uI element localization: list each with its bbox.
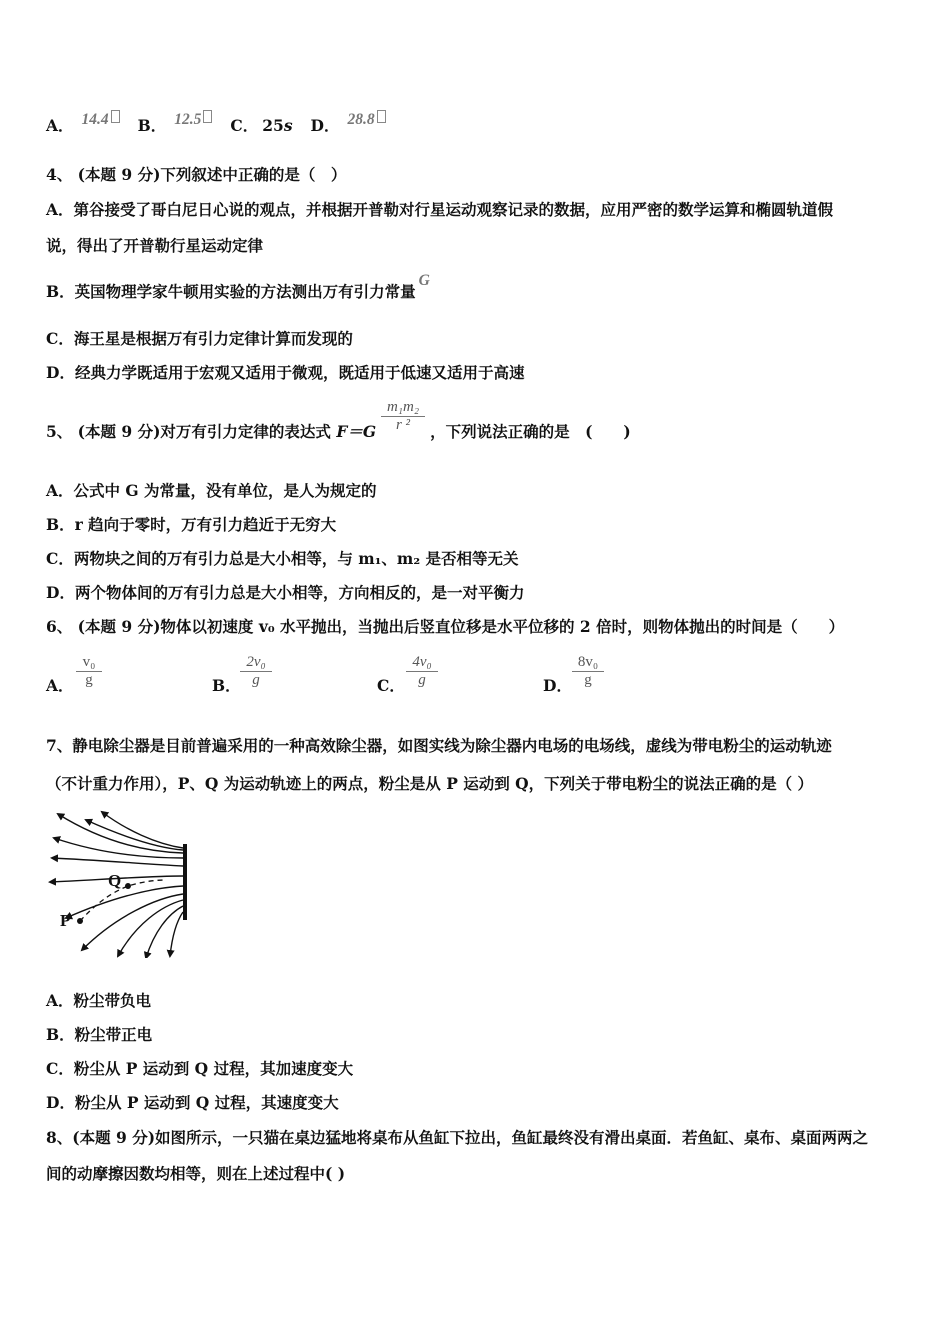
q7-option-d: D．粉尘从 P 运动到 Q 过程，其速度变大 xyxy=(46,1093,339,1112)
q6-option-b-denominator: g xyxy=(252,672,260,688)
q6-option-d-fraction xyxy=(572,654,604,689)
q6-option-b-fraction xyxy=(240,654,272,689)
placeholder-box-icon xyxy=(203,110,212,123)
point-q xyxy=(125,883,131,889)
q4-option-b xyxy=(46,272,430,303)
q5-fraction xyxy=(381,399,425,434)
point-p xyxy=(77,918,83,924)
q8-stem-line2: 间的动摩擦因数均相等，则在上述过程中( ) xyxy=(46,1164,346,1183)
q6-option-a-fraction xyxy=(76,654,102,689)
q6-option-c-label: C． xyxy=(377,676,405,695)
q7-option-c: C．粉尘从 P 运动到 Q 过程，其加速度变大 xyxy=(46,1059,354,1078)
q6-option-c-fraction xyxy=(406,654,438,689)
q4-option-c: C．海王星是根据万有引力定律计算而发现的 xyxy=(46,329,353,348)
q7-stem-line2: （不计重力作用），P、Q 为运动轨迹上的两点，粉尘是从 P 运动到 Q，下列关于带电粉尘的说法正确的是（ ） xyxy=(46,774,814,793)
q6-option-c-denominator: g xyxy=(418,672,426,688)
q5-stem-suffix: ，下列说法正确的是 ( ) xyxy=(430,422,631,441)
label-p: P xyxy=(60,911,71,930)
q5-fraction-numerator: m₁m₂ xyxy=(386,399,420,415)
q7-option-b: B．粉尘带正电 xyxy=(46,1025,153,1044)
q5-fraction-denominator: r ² xyxy=(395,417,411,433)
q3-option-d-value: 28.8 xyxy=(347,111,375,128)
q4-option-d: D．经典力学既适用于宏观又适用于微观，既适用于低速又适用于高速 xyxy=(46,363,525,382)
q5-option-c: C．两物块之间的万有引力总是大小相等，与 m₁、m₂ 是否相等无关 xyxy=(46,549,519,568)
electrode-plate xyxy=(183,844,187,920)
label-q: Q xyxy=(108,871,122,890)
q3-option-b-label: B． xyxy=(137,116,167,135)
q3-option-b-value: 12.5 xyxy=(174,111,202,128)
q6-option-a-label: A． xyxy=(46,676,74,695)
q3-options xyxy=(46,111,386,137)
q8-stem-line1: 8、(本题 9 分)如图所示，一只猫在桌边猛地将桌布从鱼缸下拉出，鱼缸最终没有滑出桌面．若鱼缸、桌布、桌面两两之 xyxy=(46,1128,869,1147)
q4-stem: 4、 (本题 9 分)下列叙述中正确的是（ ） xyxy=(46,165,347,184)
q5-formula-lhs: F＝G xyxy=(336,422,377,441)
q7-option-a: A．粉尘带负电 xyxy=(46,991,152,1010)
placeholder-box-icon xyxy=(377,110,386,123)
q3-option-d-label: D． xyxy=(310,116,340,135)
q4-option-b-text: B．英国物理学家牛顿用实验的方法测出万有引力常量 xyxy=(46,282,416,301)
q6-option-a-denominator: g xyxy=(85,672,93,688)
electric-field-figure xyxy=(46,808,196,958)
q5-option-d: D．两个物体间的万有引力总是大小相等，方向相反的，是一对平衡力 xyxy=(46,583,525,602)
q3-option-c-label: C． xyxy=(230,116,259,135)
q6-option-d-numerator: 8v₀ xyxy=(577,654,599,670)
q4-option-a-line2: 说，得出了开普勒行星运动定律 xyxy=(46,236,264,255)
q3-option-a-value: 14.4 xyxy=(81,111,109,128)
q4-option-b-symbol: G xyxy=(418,272,430,289)
q5-stem-prefix: 5、 (本题 9 分)对万有引力定律的表达式 xyxy=(46,422,337,441)
q3-option-c-value: 25 xyxy=(262,116,284,135)
q6-option-c-numerator: 4v₀ xyxy=(412,654,432,670)
q5-option-b: B．r 趋向于零时，万有引力趋近于无穷大 xyxy=(46,515,337,534)
q3-option-c-unit: s xyxy=(283,116,293,135)
q5-stem xyxy=(46,422,631,442)
q6-stem: 6、 (本题 9 分)物体以初速度 v₀ 水平抛出，当抛出后竖直位移是水平位移的 2 倍时，则物体抛出的时间是（ ） xyxy=(46,617,845,636)
q6-option-d-denominator: g xyxy=(584,672,592,688)
q6-option-b-label: B． xyxy=(212,676,241,695)
q4-option-a-line1: A．第谷接受了哥白尼日心说的观点，并根据开普勒对行星运动观察记录的数据，应用严密的数学运算和椭圆轨道假 xyxy=(46,200,834,219)
q6-option-a-numerator: v₀ xyxy=(82,654,96,670)
q6-option-b-numerator: 2v₀ xyxy=(246,654,266,670)
q7-stem-line1: 7、静电除尘器是目前普遍采用的一种高效除尘器，如图实线为除尘器内电场的电场线，虚线为带电粉尘的运动轨迹 xyxy=(46,736,832,755)
placeholder-box-icon xyxy=(111,110,120,123)
q6-option-d-label: D． xyxy=(543,676,572,695)
q3-option-a-label: A． xyxy=(46,116,74,135)
q5-option-a: A．公式中 G 为常量，没有单位，是人为规定的 xyxy=(46,481,377,500)
